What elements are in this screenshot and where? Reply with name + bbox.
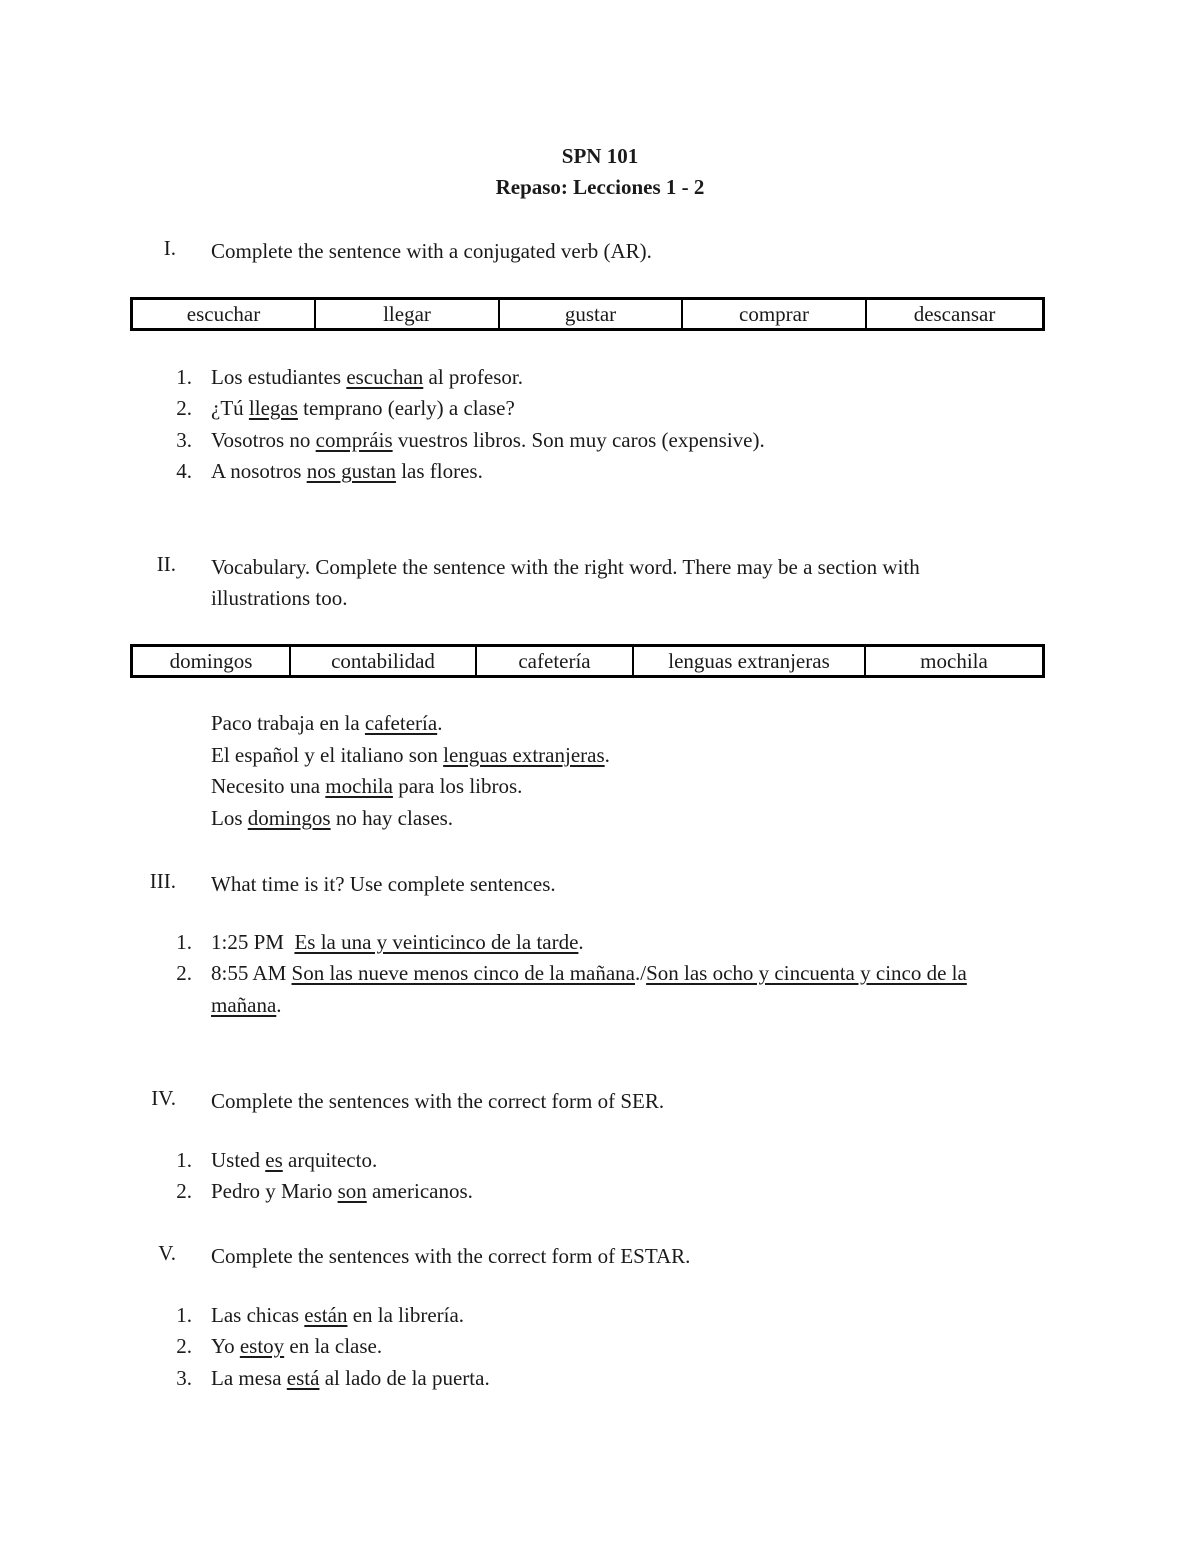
answer-text: nos gustan [306, 459, 396, 483]
list-item [0, 1179, 1200, 1210]
answer-text: Son las ocho y cincuenta y cinco de la [646, 961, 967, 985]
sentence-text: . [437, 711, 443, 735]
sentence-text: . [578, 930, 584, 954]
item-number: 2. [176, 961, 192, 985]
sentence-text: El español y el italiano son [211, 743, 444, 767]
item-number: 4. [176, 459, 192, 483]
answer-text: estoy [239, 1334, 285, 1358]
item-number: 3. [176, 1366, 192, 1390]
item-sentence [211, 930, 584, 955]
section-2-word-bank [130, 644, 1045, 678]
sentence-text: Vosotros no [211, 428, 316, 452]
list-item [0, 459, 1200, 490]
sentence-text: Los [211, 806, 248, 830]
answer-text: compráis [315, 428, 393, 452]
item-number: 1. [176, 365, 192, 389]
item-sentence [211, 993, 282, 1018]
sentence-text: arquitecto. [282, 1148, 378, 1172]
answer-text: es [265, 1148, 283, 1172]
section-3-instruction: What time is it? Use complete sentences. [211, 872, 556, 896]
item-sentence [211, 1366, 490, 1391]
item-sentence [211, 396, 515, 421]
list-item [0, 1366, 1200, 1397]
section-2-instruction: Vocabulary. Complete the sentence with the right word. There may be a section with illustrations too. [211, 555, 920, 610]
answer-text: Son las nueve menos cinco de la mañana [291, 961, 635, 985]
word-bank-cell: cafetería [477, 647, 634, 675]
word-bank-cell: mochila [920, 648, 988, 673]
sentence-text: en la clase. [284, 1334, 383, 1358]
answer-text: son [337, 1179, 367, 1203]
list-item [0, 806, 1200, 837]
list-item [0, 930, 1200, 961]
sentence-text: Usted [211, 1148, 266, 1172]
list-item [0, 1334, 1200, 1365]
item-number: 2. [176, 396, 192, 420]
item-sentence [211, 1334, 382, 1359]
sentence-text: en la librería. [347, 1303, 465, 1327]
item-sentence [211, 711, 442, 736]
sentence-text: . [604, 743, 610, 767]
list-item [0, 1148, 1200, 1179]
sentence-text: 8:55 AM [211, 961, 292, 985]
answer-text: mañana [211, 993, 277, 1017]
item-number: 1. [176, 1148, 192, 1172]
sentence-text: . [276, 993, 282, 1017]
list-item-continuation [0, 993, 1200, 1024]
answer-text: lenguas extranjeras [443, 743, 605, 767]
sentence-text: no hay clases. [330, 806, 454, 830]
sentence-text: temprano (early) a clase? [297, 396, 515, 420]
course-title: SPN 101 [561, 144, 639, 168]
sentence-text: La mesa [211, 1366, 287, 1390]
section-2-roman: II. [156, 552, 176, 576]
section-5-instruction: Complete the sentences with the correct form of ESTAR. [211, 1244, 691, 1268]
section-4-roman: IV. [151, 1086, 176, 1110]
sentence-text: 1:25 PM [211, 930, 295, 954]
sentence-text: A nosotros [211, 459, 307, 483]
item-sentence [211, 774, 522, 799]
sentence-text: para los libros. [392, 774, 523, 798]
answer-text: Es la una y veinticinco de la tarde [294, 930, 579, 954]
list-item [0, 1303, 1200, 1334]
item-sentence [211, 459, 483, 484]
word-bank-cell: descansar [913, 301, 996, 326]
item-sentence [211, 1148, 377, 1173]
section-1-word-bank [130, 297, 1045, 331]
word-bank-cell: llegar [316, 300, 500, 328]
section-1-instruction: Complete the sentence with a conjugated verb (AR). [211, 239, 652, 263]
list-item [0, 396, 1200, 427]
review-subtitle: Repaso: Lecciones 1 - 2 [495, 175, 705, 199]
item-number: 2. [176, 1179, 192, 1203]
sentence-text: las flores. [395, 459, 483, 483]
section-5-roman: V. [158, 1241, 176, 1265]
sentence-text: Pedro y Mario [211, 1179, 338, 1203]
word-bank-cell: escuchar [133, 300, 316, 328]
item-sentence [211, 743, 610, 768]
section-1-roman: I. [163, 236, 176, 260]
item-number: 1. [176, 1303, 192, 1327]
section-4-instruction: Complete the sentences with the correct form of SER. [211, 1089, 665, 1113]
sentence-text: Los estudiantes [211, 365, 347, 389]
item-sentence [211, 1303, 464, 1328]
word-bank-cell: lenguas extranjeras [634, 647, 866, 675]
answer-text: están [304, 1303, 348, 1327]
item-number: 2. [176, 1334, 192, 1358]
list-item [0, 774, 1200, 805]
sentence-text: Las chicas [211, 1303, 305, 1327]
sentence-text: Necesito una [211, 774, 326, 798]
sentence-text: Paco trabaja en la [211, 711, 365, 735]
list-item [0, 365, 1200, 396]
sentence-text: Yo [211, 1334, 240, 1358]
sentence-text: ./ [635, 961, 647, 985]
list-item [0, 428, 1200, 459]
list-item [0, 743, 1200, 774]
item-sentence [211, 1179, 473, 1204]
word-bank-cell: comprar [683, 300, 867, 328]
section-3-roman: III. [149, 869, 176, 893]
sentence-text: ¿Tú [211, 396, 249, 420]
item-sentence [211, 365, 523, 390]
word-bank-cell: domingos [133, 647, 291, 675]
item-sentence [211, 428, 765, 453]
answer-text: está [286, 1366, 320, 1390]
word-bank-cell: gustar [500, 300, 683, 328]
list-item [0, 711, 1200, 742]
word-bank-cell: contabilidad [291, 647, 477, 675]
answer-text: domingos [247, 806, 331, 830]
sentence-text: al profesor. [423, 365, 524, 389]
answer-text: escuchan [346, 365, 424, 389]
list-item [0, 961, 1200, 992]
sentence-text: americanos. [366, 1179, 473, 1203]
answer-text: cafetería [364, 711, 438, 735]
answer-text: llegas [248, 396, 298, 420]
sentence-text: al lado de la puerta. [319, 1366, 490, 1390]
item-sentence [211, 961, 967, 986]
item-number: 3. [176, 428, 192, 452]
sentence-text: vuestros libros. Son muy caros (expensive). [392, 428, 765, 452]
answer-text: mochila [325, 774, 393, 798]
item-number: 1. [176, 930, 192, 954]
item-sentence [211, 806, 453, 831]
